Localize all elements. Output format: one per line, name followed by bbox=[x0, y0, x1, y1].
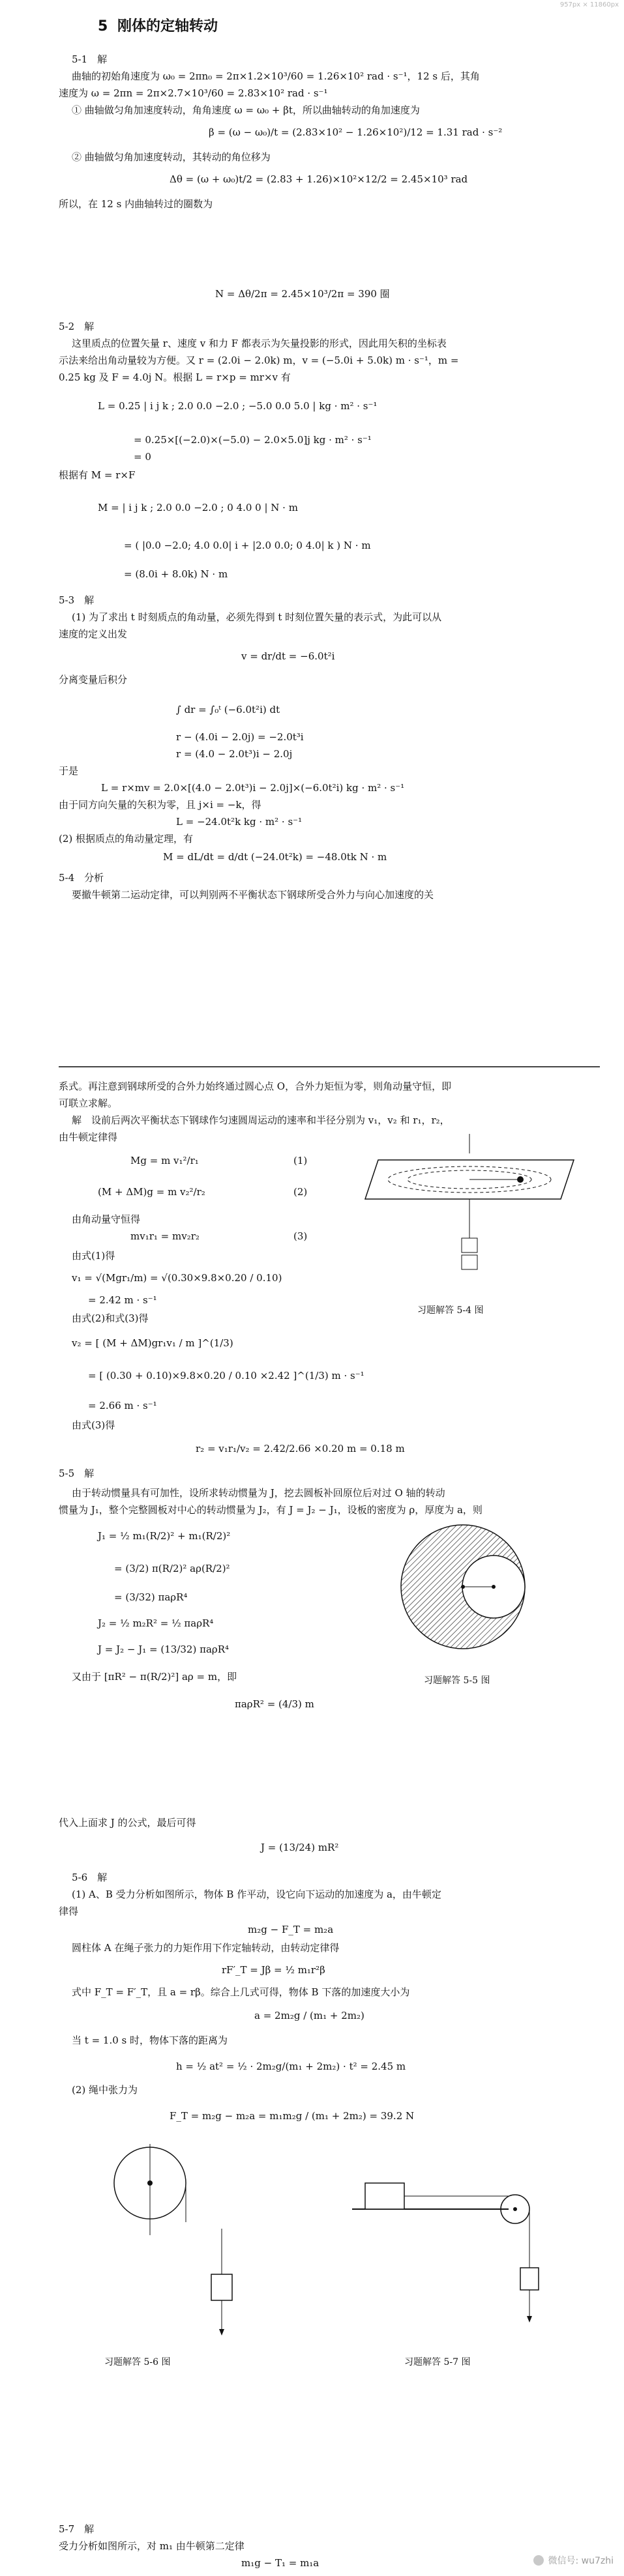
text-line: 根据有 M = r×F bbox=[59, 469, 136, 481]
equation: v₁ = √(Mgr₁/m) = √(0.30×9.8×0.20 / 0.10) bbox=[72, 1272, 282, 1284]
figure-shape bbox=[520, 2268, 539, 2290]
equation: m₂g − F_T = m₂a bbox=[248, 1924, 334, 1935]
viewer-size-label: 957px × 11860px bbox=[559, 1, 619, 8]
text-line: 由于同方向矢量的矢积为零，且 j×i = −k，得 bbox=[59, 799, 261, 811]
text-line: (2) 根据质点的角动量定理，有 bbox=[59, 833, 194, 845]
matrix-equation: M = | i j k ; 2.0 0.0 −2.0 ; 0 4.0 0 | N · m bbox=[98, 502, 298, 514]
watermark-text: 微信号: wu7zhi bbox=[548, 2556, 614, 2566]
equation-number: (3) bbox=[293, 1230, 308, 1242]
equation: β = (ω − ω₀)/t = (2.83×10² − 1.26×10²)/12 = 1.31 rad · s⁻² bbox=[209, 126, 503, 138]
figure-shape bbox=[211, 2274, 232, 2300]
equation: = (3/2) π(R/2)² aρ(R/2)² bbox=[114, 1563, 230, 1574]
equation: = (8.0i + 8.0k) N · m bbox=[124, 568, 228, 580]
equation: = 0 bbox=[134, 451, 151, 463]
problem-label-5-7: 5-7 解 bbox=[59, 2523, 95, 2535]
section-title: 刚体的定轴转动 bbox=[117, 18, 218, 35]
problem-label-5-1: 5-1 解 bbox=[72, 53, 108, 65]
text-line: 解 设前后两次平衡状态下钢球作匀速圆周运动的速率和半径分别为 v₁，v₂ 和 r₁，r₂， bbox=[72, 1114, 450, 1126]
problem-label-5-4: 5-4 分析 bbox=[59, 872, 104, 884]
text-line: 速度为 ω = 2πn = 2π×2.7×10³/60 = 2.83×10² rad · s⁻¹ bbox=[59, 87, 328, 99]
figure-shape bbox=[462, 1255, 477, 1269]
figure-shape bbox=[219, 2329, 224, 2336]
text-line: 又由于 [πR² − π(R/2)²] aρ = m，即 bbox=[72, 1671, 237, 1683]
text-line: ② 曲轴做匀角加速度转动，其转动的角位移为 bbox=[72, 151, 271, 163]
watermark bbox=[533, 2554, 614, 2567]
text-line: 可联立求解。 bbox=[59, 1097, 118, 1109]
equation: J = (13/24) mR² bbox=[261, 1842, 339, 1853]
equation: πaρR² = (4/3) m bbox=[235, 1698, 314, 1710]
text-line: 曲轴的初始角速度为 ω₀ = 2πn₀ = 2π×1.2×10³/60 = 1.26×10² rad · s⁻¹，12 s 后，其角 bbox=[72, 70, 480, 82]
figure-5-6 bbox=[91, 2137, 261, 2352]
text-line: 圆柱体 A 在绳子张力的力矩作用下作定轴转动，由转动定律得 bbox=[72, 1942, 340, 1954]
figure-shape bbox=[461, 1585, 465, 1589]
text-line: ① 曲轴做匀角加速度转动，角角速度 ω = ω₀ + βt，所以曲轴转动的角加速度为 bbox=[72, 104, 420, 116]
equation: mv₁r₁ = mv₂r₂ bbox=[130, 1230, 200, 1242]
equation: m₁g − T₁ = m₁a bbox=[241, 2557, 319, 2569]
equation: a = 2m₂g / (m₁ + 2m₂) bbox=[254, 2010, 364, 2021]
figure-5-4 bbox=[352, 1127, 593, 1297]
text-line: 于是 bbox=[59, 765, 79, 777]
figure-caption: 习题解答 5-5 图 bbox=[424, 1675, 490, 1686]
figure-shape bbox=[365, 2183, 404, 2209]
equation: F_T = m₂g − m₂a = m₁m₂g / (m₁ + 2m₂) = 39.2 N bbox=[170, 2110, 415, 2122]
figure-shape bbox=[527, 2316, 532, 2323]
equation: L = −24.0t²k kg · m² · s⁻¹ bbox=[176, 816, 303, 828]
text-line: (2) 绳中张力为 bbox=[72, 2084, 138, 2096]
text-line: 由角动量守恒得 bbox=[72, 1213, 141, 1225]
equation: J₁ = ½ m₁(R/2)² + m₁(R/2)² bbox=[98, 1530, 231, 1542]
text-line: 所以，在 12 s 内曲轴转过的圈数为 bbox=[59, 198, 213, 210]
problem-label-5-2: 5-2 解 bbox=[59, 321, 95, 332]
equation: rF′_T = Jβ = ½ m₁r²β bbox=[222, 1964, 325, 1976]
equation: = [ (0.30 + 0.10)×9.8×0.20 / 0.10 ×2.42 ]^(1/3) m · s⁻¹ bbox=[88, 1370, 364, 1382]
equation-number: (2) bbox=[293, 1186, 308, 1198]
text-line: 这里质点的位置矢量 r、速度 v 和力 F 都表示为矢量投影的形式，因此用矢积的坐标表 bbox=[72, 338, 447, 349]
equation: r = (4.0 − 2.0t³)i − 2.0j bbox=[176, 748, 293, 760]
equation: ∫ dr = ∫₀ᵗ (−6.0t²i) dt bbox=[176, 704, 280, 716]
equation: h = ½ at² = ½ · 2m₂g/(m₁ + 2m₂) · t² = 2.45 m bbox=[176, 2061, 406, 2072]
text-line: 分离变量后积分 bbox=[59, 674, 128, 686]
equation: Mg = m v₁²/r₁ bbox=[130, 1155, 199, 1166]
equation: v = dr/dt = −6.0t²i bbox=[241, 650, 335, 662]
section-number: 5 bbox=[98, 18, 108, 35]
equation: N = Δθ/2π = 2.45×10³/2π = 390 圈 bbox=[215, 288, 390, 300]
equation: J = J₂ − J₁ = (13/32) πaρR⁴ bbox=[98, 1643, 230, 1655]
equation: v₂ = [ (M + ΔM)gr₁v₁ / m ]^(1/3) bbox=[72, 1337, 233, 1349]
text-line: 由式(2)和式(3)得 bbox=[72, 1312, 149, 1324]
text-line: 代入上面求 J 的公式，最后可得 bbox=[59, 1817, 196, 1829]
equation: (M + ΔM)g = m v₂²/r₂ bbox=[98, 1186, 205, 1198]
equation: M = dL/dt = d/dt (−24.0t²k) = −48.0tk N · m bbox=[163, 851, 387, 863]
wechat-icon bbox=[533, 2555, 544, 2566]
figure-shape bbox=[492, 1585, 496, 1589]
text-line: 系式。再注意到钢球所受的合外力始终通过圆心点 O，合外力矩恒为零，则角动量守恒，即 bbox=[59, 1080, 452, 1092]
figure-caption: 习题解答 5-6 图 bbox=[104, 2357, 171, 2367]
equation: J₂ = ½ m₂R² = ½ πaρR⁴ bbox=[98, 1617, 214, 1629]
figure-shape bbox=[517, 1176, 524, 1183]
text-line: 受力分析如图所示，对 m₁ 由牛顿第二定律 bbox=[59, 2540, 245, 2552]
figure-caption: 习题解答 5-4 图 bbox=[417, 1305, 484, 1316]
equation: L = r×mv = 2.0×[(4.0 − 2.0t³)i − 2.0j]×(−6.0t²i) kg · m² · s⁻¹ bbox=[101, 782, 405, 794]
text-line: 式中 F_T = F′_T，且 a = rβ。综合上几式可得，物体 B 下落的加速度大小为 bbox=[72, 1986, 410, 1998]
figure-caption: 习题解答 5-7 图 bbox=[404, 2357, 471, 2367]
problem-label-5-6: 5-6 解 bbox=[72, 1872, 108, 1883]
text-line: 0.25 kg 及 F = 4.0j N。根据 L = r×p = mr×v 有 bbox=[59, 371, 291, 383]
equation: r₂ = v₁r₁/v₂ = 2.42/2.66 ×0.20 m = 0.18 m bbox=[196, 1443, 405, 1454]
equation: = ( |0.0 −2.0; 4.0 0.0| i + |2.0 0.0; 0 4.0| k ) N · m bbox=[124, 540, 371, 551]
figure-5-5 bbox=[391, 1518, 548, 1668]
equation: Δθ = (ω + ω₀)t/2 = (2.83 + 1.26)×10²×12/2 = 2.45×10³ rad bbox=[170, 173, 468, 185]
figure-5-7 bbox=[339, 2157, 561, 2339]
text-line: 由式(3)得 bbox=[72, 1419, 115, 1431]
text-line: 惯量为 J₁，整个完整圆板对中心的转动惯量为 J₂，有 J = J₂ − J₁，设板的密度为 ρ，厚度为 a，则 bbox=[59, 1504, 483, 1516]
text-line: (1) 为了求出 t 时刻质点的角动量，必须先得到 t 时刻位置矢量的表示式，为此可以从 bbox=[72, 611, 442, 623]
page-divider bbox=[59, 1066, 600, 1067]
problem-label-5-5: 5-5 解 bbox=[59, 1468, 95, 1479]
equation: = (3/32) πaρR⁴ bbox=[114, 1591, 188, 1603]
text-line: 由于转动惯量具有可加性，设所求转动惯量为 J，挖去圆板补回原位后对过 O 轴的转动 bbox=[72, 1487, 445, 1499]
text-line: (1) A、B 受力分析如图所示，物体 B 作平动，设它向下运动的加速度为 a，由牛顿定 bbox=[72, 1889, 441, 1900]
text-line: 律得 bbox=[59, 1905, 79, 1917]
text-line: 由式(1)得 bbox=[72, 1250, 115, 1262]
equation: = 2.42 m · s⁻¹ bbox=[88, 1294, 157, 1306]
text-line: 当 t = 1.0 s 时，物体下落的距离为 bbox=[72, 2034, 228, 2046]
equation: = 0.25×[(−2.0)×(−5.0) − 2.0×5.0]j kg · m² · s⁻¹ bbox=[134, 434, 372, 446]
text-line: 由牛顿定律得 bbox=[59, 1131, 118, 1143]
figure-shape bbox=[462, 1238, 477, 1252]
matrix-equation: L = 0.25 | i j k ; 2.0 0.0 −2.0 ; −5.0 0.0 5.0 | kg · m² · s⁻¹ bbox=[98, 400, 378, 412]
equation-number: (1) bbox=[293, 1155, 308, 1166]
text-line: 示法来给出角动量较为方便。又 r = (2.0i − 2.0k) m，v = (−5.0i + 5.0k) m · s⁻¹，m = bbox=[59, 355, 459, 366]
problem-label-5-3: 5-3 解 bbox=[59, 594, 95, 606]
equation: r − (4.0i − 2.0j) = −2.0t³i bbox=[176, 731, 304, 743]
text-line: 要撤牛顿第二运动定律，可以判别两不平衡状态下钢球所受合外力与向心加速度的关 bbox=[72, 889, 434, 901]
page-gap bbox=[0, 1720, 624, 1812]
text-line: 速度的定义出发 bbox=[59, 628, 128, 640]
equation: = 2.66 m · s⁻¹ bbox=[88, 1400, 157, 1411]
figure-shape bbox=[513, 2207, 517, 2211]
page-gap bbox=[0, 907, 624, 1057]
